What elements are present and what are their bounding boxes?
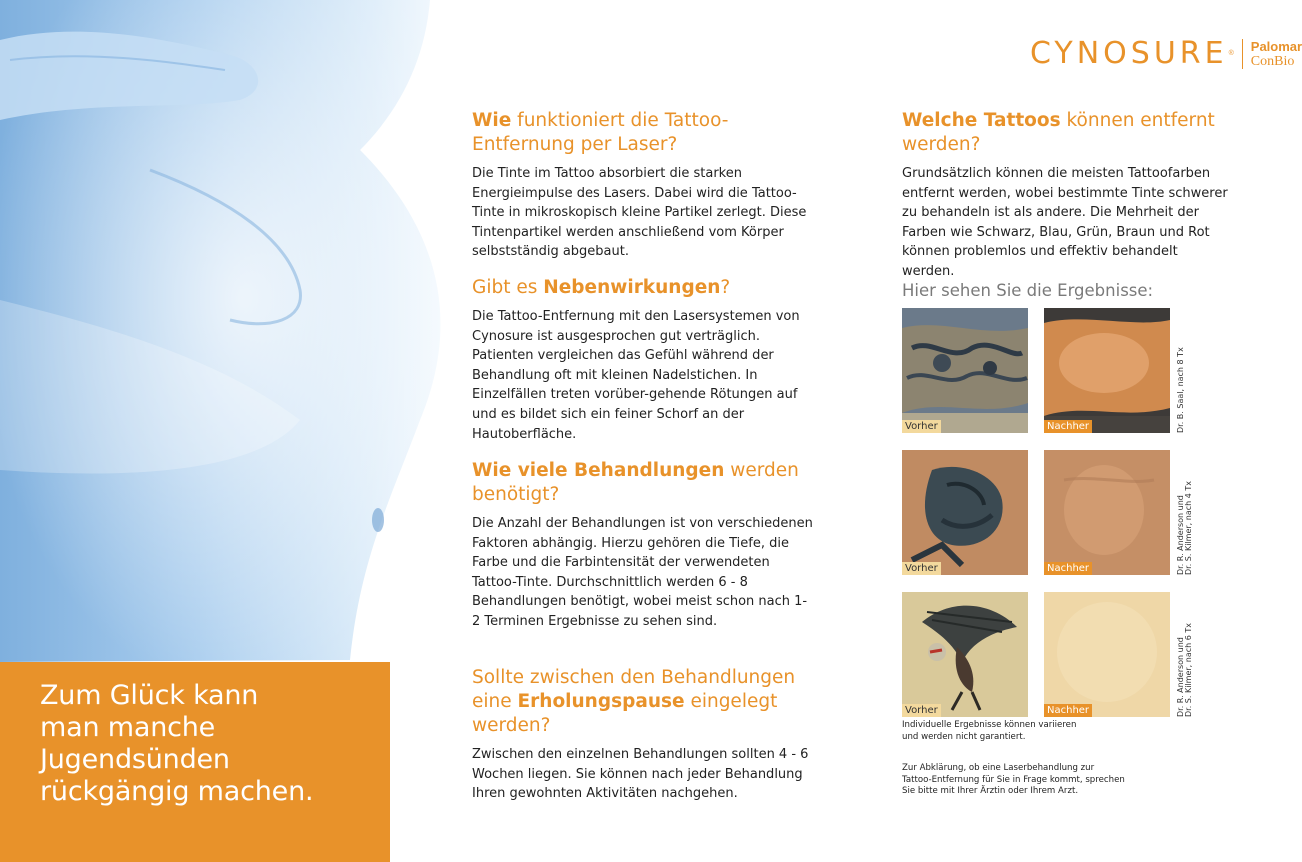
section-how-it-works	[472, 109, 817, 262]
brand-logo	[1030, 36, 1302, 71]
before-label: Vorher	[902, 420, 941, 433]
before-label: Vorher	[902, 562, 941, 575]
section-body: Grundsätzlich können die meisten Tattoofarben entfernt werden, wobei bestimmte Tinte schwerer zu behandeln ist als andere. Die Mehrheit der Farben wie Schwarz, Blau, Grün, Braun und Rot können problemlos und effektiv behandelt werden.	[902, 166, 1228, 279]
section-heading: Sollte zwischen den Behandlungen eine Erholungspause eingelegt werden?	[472, 667, 796, 736]
section-body: Zwischen den einzelnen Behandlungen sollten 4 - 6 Wochen liegen. Sie können nach jeder Behandlung Ihren gewohnten Aktivitäten nachgehen.	[472, 747, 809, 802]
photo-credit: Dr. R. Anderson und Dr. S. Kilmer, nach 4 Tx	[1176, 481, 1193, 575]
slogan-text: Zum Glück kann man manche Jugendsünden rückgängig machen.	[40, 680, 314, 807]
section-body: Die Tattoo-Entfernung mit den Lasersystemen von Cynosure ist ausgesprochen gut verträglich. Patienten vergleichen das Gefühl während der Behandlung oft mit kleinen Nadelstichen. In Einzelfällen treten vorüber-gehende Rötungen auf und es bildet sich ein feiner Schorf an der Hautoberfläche.	[472, 309, 800, 442]
section-body: Die Tinte im Tattoo absorbiert die starken Energieimpulse des Lasers. Dabei wird die Tattoo-Tinte in mikroskopisch kleine Partikel zerlegt. Diese Tintenpartikel werden anschließend vom Körper selbstständig abgebaut.	[472, 166, 807, 260]
results-gallery	[902, 308, 1202, 734]
conbio-text: ConBio	[1250, 53, 1295, 69]
logo-divider	[1242, 39, 1243, 69]
before-photo	[902, 592, 1028, 717]
section-heading: Wie viele Behandlungen werden benötigt?	[472, 460, 799, 505]
after-label: Nachher	[1044, 704, 1092, 717]
result-row	[902, 308, 1202, 450]
section-heading: Wie funktioniert die Tattoo-Entfernung per Laser?	[472, 110, 729, 155]
section-recovery-break	[472, 666, 817, 804]
result-row	[902, 592, 1202, 734]
section-heading: Gibt es Nebenwirkungen?	[472, 277, 731, 298]
after-photo	[1044, 308, 1170, 433]
section-which-tattoos	[902, 109, 1232, 282]
cynosure-logo: CYNOSURE	[1030, 36, 1228, 71]
before-label: Vorher	[902, 704, 941, 717]
consultation-note: Zur Abklärung, ob eine Laserbehandlung zur Tattoo-Entfernung für Sie in Frage kommt, sprechen Sie bitte mit Ihrer Ärztin oder Ihrem Arzt.	[902, 763, 1125, 796]
before-photo	[902, 308, 1028, 433]
section-heading: Welche Tattoos können entfernt werden?	[902, 110, 1215, 155]
section-body: Die Anzahl der Behandlungen ist von verschiedenen Faktoren abhängig. Hierzu gehören die Tiefe, die Farbe und die Farbintensität der verwendeten Tattoo-Tinte. Durchschnittlich werden 6 - 8 Behandlungen benötigt, wobei meist schon nach 1- 2 Terminen Ergebnisse zu sehen sind.	[472, 516, 813, 629]
results-title: Hier sehen Sie die Ergebnisse:	[902, 281, 1154, 300]
disclaimer-note: Individuelle Ergebnisse können variieren und werden nicht garantiert.	[902, 720, 1077, 742]
photo-credit: Dr. R. Anderson und Dr. S. Kilmer, nach 6 Tx	[1176, 623, 1193, 717]
after-label: Nachher	[1044, 420, 1092, 433]
slogan-box	[0, 662, 390, 862]
photo-credit: Dr. B. Saal, nach 8 Tx	[1176, 347, 1185, 433]
after-photo	[1044, 450, 1170, 575]
palomar-conbio-logo	[1251, 39, 1302, 69]
before-photo	[902, 450, 1028, 575]
after-label: Nachher	[1044, 562, 1092, 575]
section-side-effects	[472, 276, 817, 444]
after-photo	[1044, 592, 1170, 717]
result-row	[902, 450, 1202, 592]
section-number-of-treatments	[472, 459, 817, 632]
palomar-text: Palomar	[1250, 38, 1302, 54]
registered-mark: ®	[1228, 50, 1234, 57]
